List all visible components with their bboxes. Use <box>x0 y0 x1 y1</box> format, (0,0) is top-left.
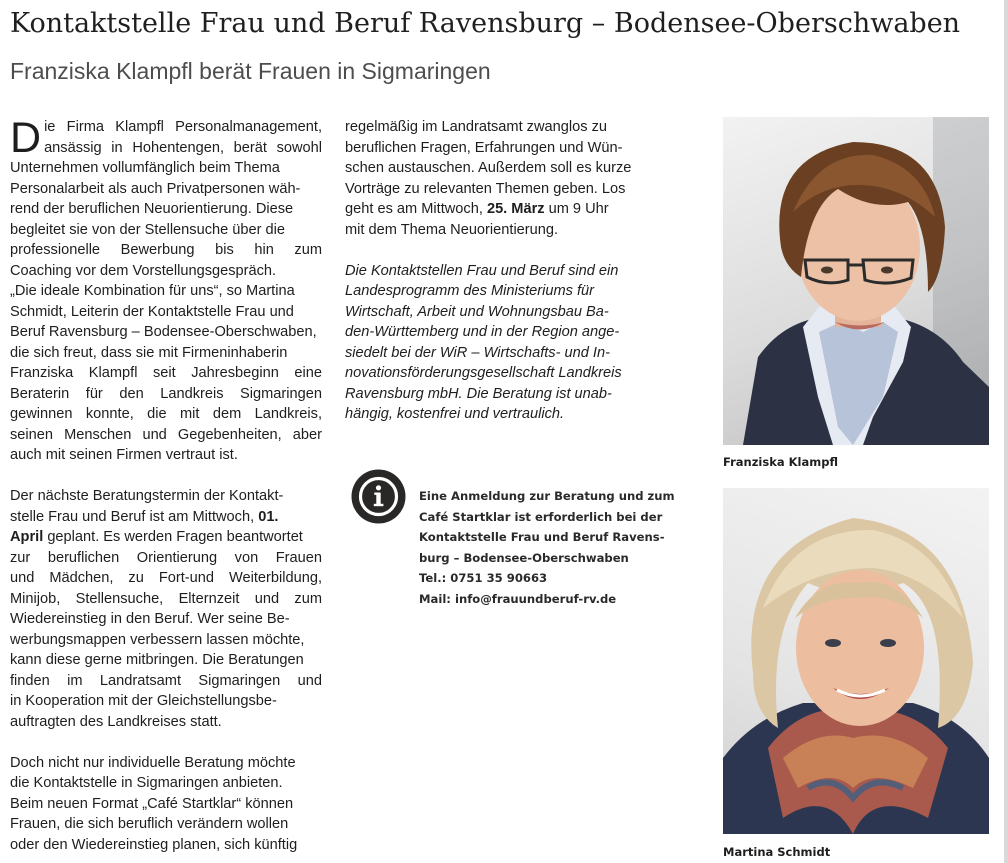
paragraph-program-note <box>345 261 655 425</box>
text-line: Beruf Ravensburg – Bodensee-Oberschwaben, <box>10 324 317 340</box>
text-line: Der nächste Beratungstermin der Kontakt- <box>10 488 284 504</box>
article-column-1 <box>10 114 322 855</box>
text-line: schen austauschen. Außerdem soll es kurze <box>345 160 632 176</box>
text-line: mit dem Thema Neuorientierung. <box>345 221 559 238</box>
text-fragment: stelle Frau und Beruf ist am Mittwoch, <box>10 508 255 525</box>
date-highlight: 01. <box>258 508 279 525</box>
text-line: in Kooperation mit der Gleichstellungsbe- <box>10 693 277 709</box>
info-icon <box>351 469 406 524</box>
text-line: Vorträge zu relevanten Themen geben. Los <box>345 180 626 197</box>
paragraph-continuation <box>345 117 655 240</box>
text-fragment: geplant. Es werden Fragen beantwortet <box>47 529 303 545</box>
text-line: „Die ideale Kombination für uns“, so Martina <box>10 283 295 299</box>
text-line: oder den Wiedereinstieg planen, sich künftig <box>10 836 298 853</box>
text-line: rend der beruflichen Neuorientierung. Diese <box>10 201 294 217</box>
text-line: beruflichen Fragen, Erfahrungen und Wün- <box>345 139 623 156</box>
text-line: Beim neuen Format „Café Startklar“ können <box>10 795 294 812</box>
text-line: Coaching vor dem Vorstellungsgespräch. <box>10 262 277 279</box>
text-line: Wirtschaft, Arbeit und Wohnungsbau Ba- <box>345 303 609 320</box>
text-fragment: um 9 Uhr <box>548 201 609 217</box>
text-line: Schmidt, Leiterin der Kontaktstelle Frau und <box>10 303 294 320</box>
page-title: Kontaktstelle Frau und Beruf Ravensburg – Bodensee-Oberschwaben <box>10 8 961 39</box>
text-line: Wiedereinstieg in den Beruf. Wer seine Be- <box>10 611 290 627</box>
text-fragment: geht es am Mittwoch, <box>345 201 483 217</box>
info-line: Eine Anmeldung zur Beratung und zum <box>419 489 675 503</box>
text-line: Doch nicht nur individuelle Beratung möchte <box>10 754 296 771</box>
page-subtitle: Franziska Klampfl berät Frauen in Sigmaringen <box>10 58 491 84</box>
text-line: Ravensburg mbH. Die Beratung ist unab- <box>345 385 612 402</box>
paragraph-intro <box>10 114 322 466</box>
paragraph-appointment <box>10 486 322 732</box>
text-line: hängig, kostenfrei und vertraulich. <box>345 406 565 422</box>
date-highlight: 25. März <box>486 201 545 217</box>
info-box <box>419 486 679 609</box>
text-line: Die Kontaktstellen Frau und Beruf sind ein <box>345 262 619 279</box>
info-line: Kontaktstelle Frau und Beruf Ravens- <box>419 530 665 544</box>
text-line <box>10 527 322 548</box>
text-line: novationsförderungsgesellschaft Landkreis <box>345 365 622 381</box>
text-line: seinen Menschen und Gegebenheiten, aber <box>10 426 322 443</box>
info-line: Café Startklar ist erforderlich bei der <box>419 509 663 524</box>
text-line: ansässig in Hohentengen, berät sowohl <box>44 139 322 156</box>
text-line: auftragten des Landkreises statt. <box>10 713 222 730</box>
page-edge <box>1004 0 1008 863</box>
text-line: auch mit seinen Firmen vertraut ist. <box>10 447 238 463</box>
text-line: Landesprogramm des Ministeriums für <box>345 283 594 299</box>
drop-cap: D <box>10 114 42 162</box>
text-line: und Mädchen, zu Fort-und Weiterbildung, <box>10 570 322 586</box>
text-line: die Kontaktstelle in Sigmaringen anbieten. <box>10 775 283 791</box>
text-line: Minijob, Stellensuche, Elternzeit und zum <box>10 590 322 607</box>
text-line: regelmäßig im Landratsamt zwanglos zu <box>345 119 607 135</box>
article-column-2 <box>345 117 655 425</box>
text-line <box>345 199 655 220</box>
text-line: Personalarbeit als auch Privatpersonen wäh- <box>10 180 301 197</box>
text-line: die sich freut, dass sie mit Firmeninhaberin <box>10 344 288 361</box>
text-line: Frauen, die sich beruflich verändern wollen <box>10 816 289 832</box>
portrait-martina-schmidt <box>723 488 989 834</box>
text-line: professionelle Bewerbung bis hin zum <box>10 242 322 258</box>
paragraph-cafe <box>10 753 322 856</box>
portrait-franziska-klampfl <box>723 117 989 445</box>
info-email: Mail: info@frauundberuf-rv.de <box>419 591 617 606</box>
text-line: werbungsmappen verbessern lassen möchte, <box>10 631 305 648</box>
text-line: zur beruflichen Orientierung von Frauen <box>10 549 322 566</box>
text-line: Unternehmen vollumfänglich beim Thema <box>10 160 280 176</box>
text-line: finden im Landratsamt Sigmaringen und <box>10 672 322 689</box>
text-line: Franziska Klampfl seit Jahresbeginn eine <box>10 365 322 381</box>
text-line <box>10 507 322 528</box>
text-line: kann diese gerne mitbringen. Die Beratungen <box>10 652 304 668</box>
photo-caption: Franziska Klampfl <box>723 455 838 469</box>
info-phone: Tel.: 0751 35 90663 <box>419 571 548 585</box>
date-highlight: April <box>10 529 44 545</box>
text-line: gewinnen konnte, die mit dem Landkreis, <box>10 406 322 422</box>
text-line: Beraterin für den Landkreis Sigmaringen <box>10 385 322 402</box>
text-line: siedelt bei der WiR – Wirtschafts- und In- <box>345 344 610 361</box>
text-line: ie Firma Klampfl Personalmanagement, <box>44 119 322 135</box>
photo-caption: Martina Schmidt <box>723 845 831 859</box>
text-line: begleitet sie von der Stellensuche über die <box>10 221 286 238</box>
info-line: burg – Bodensee-Oberschwaben <box>419 550 629 565</box>
text-line: den-Württemberg und in der Region ange- <box>345 324 620 340</box>
